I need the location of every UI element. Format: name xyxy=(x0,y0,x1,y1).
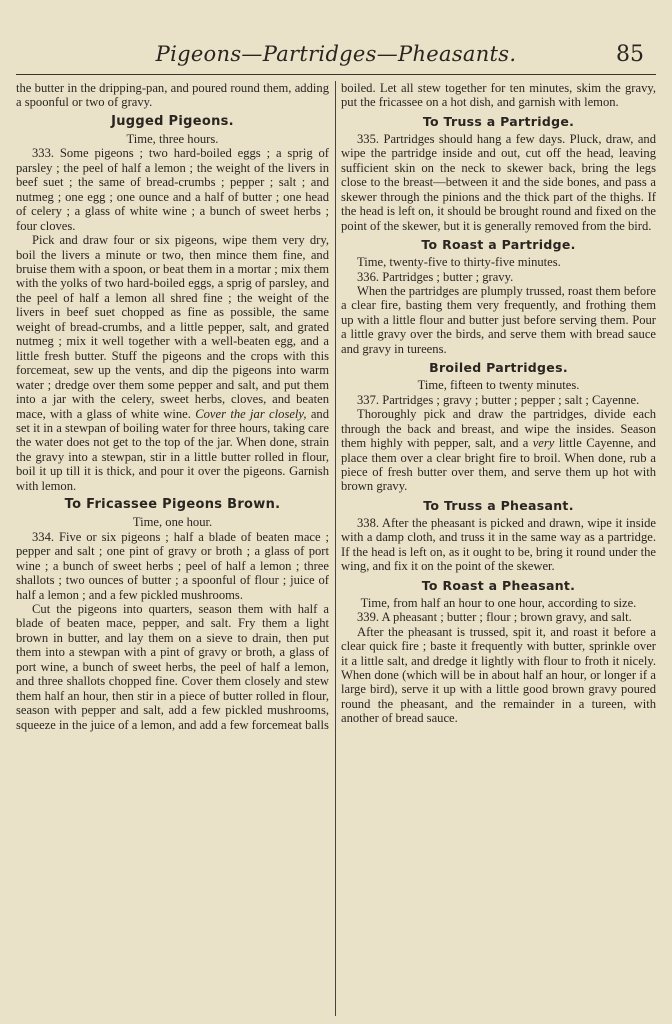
recipe-ingredients: 339. A pheasant ; butter ; flour ; brown gravy, and salt. xyxy=(357,610,632,625)
recipe-time: Time, from half an hour to one hour, according to size. xyxy=(360,595,637,610)
recipe-method: Pick and draw four or six pigeons, wipe them very dry, boil the livers a minute or two, then mince them fine, and bruise them with a spoon, or beat them in a mortar ; mix them with the yolks of two hard-boiled eggs, a sprig of parsley, and the peel of half a lemon all shred fine ; the weight of the livers in beef suet chopped as fine as possible, the same weight of bread-crumbs, and a little pepper, salt, and grated nutmeg ; mix it well together with a well-beaten egg, and a little fresh butter. Stuff the pigeons and the crops with this forcemeat, sew up the vents, and dip the pigeons into warm water ; dredge over them some pepper and salt, and put them into a jar with the celery, sweet herbs, cloves, and beaten mace, with a glass of white wine. Cover the jar closely, and set it in a stewpan of boiling water for three hours, taking care the water does not get to the top of the jar. When done, strain the gravy into a stewpan, stir in a little butter rolled in flour, boil it up till it is thick, and pour it over the pigeons. Garnish with lemon. xyxy=(16,233,329,493)
recipe-time: Time, three hours. xyxy=(126,131,219,146)
right-column xyxy=(341,81,656,726)
recipe-time: Time, fifteen to twenty minutes. xyxy=(417,378,580,393)
recipe-heading: Broiled Partridges. xyxy=(429,360,568,376)
recipe-heading: Jugged Pigeons. xyxy=(111,113,234,129)
recipe-method: Thoroughly pick and draw the partridges, divide each through the back and breast, and wipe the insides. Season them highly with pepper, salt, and a very little Cayenne, and place them over a clear bright fire to broil. When done, rub a piece of fresh butter over them, and serve them up hot with brown gravy. xyxy=(341,407,656,494)
recipe-heading: To Roast a Pheasant. xyxy=(421,577,576,593)
left-column xyxy=(16,81,329,732)
opening-paragraph: the butter in the dripping-pan, and poured round them, adding a spoonful or two of gravy. xyxy=(16,81,329,110)
page-number: 85 xyxy=(616,42,644,67)
recipe-body: 335. Partridges should hang a few days. Pluck, draw, and wipe the partridge inside and out, cut off the head, leaving sufficient skin on the neck to skewer back, bring the legs close to the breast—between it and the side bones, and pass a skewer through the pinions and the thick part of the thighs. If the head is left on, it should be brought round and fixed on the point of the skewer, but it is generally removed from the bird. xyxy=(341,131,656,233)
recipe-method: When the partridges are plumply trussed, roast them before a clear fire, basting them very frequently, and frothing them up with a little flour and butter just before serving them. Pour a little gravy over the birds, and serve them with bread sauce and gravy in tureens. xyxy=(341,283,657,356)
recipe-time: Time, twenty-five to thirty-five minutes. xyxy=(357,255,561,270)
column-divider xyxy=(335,81,336,1016)
recipe-ingredients: 334. Five or six pigeons ; half a blade of beaten mace ; pepper and salt ; one pint of gravy or broth ; a glass of port wine ; a bunch of sweet herbs ; peel of half a lemon ; three shallots ; two ounces of butter ; a spoonful of flour ; juice of half a lemon ; and a few pickled mushrooms. xyxy=(16,529,329,602)
recipe-method: Cut the pigeons into quarters, season them with half a blade of beaten mace, pepper, and salt. Fry them a light brown in butter, and lay them on a sieve to drain, then put them into a stewpan with a pint of gravy or broth, a glass of port wine, a bunch of sweet herbs, the peel of half a lemon, and three shallots chopped fine. Cover them closely and stew them half an hour, then stir in a piece of butter rolled in flour, season with pepper and salt, add a few pickled mushrooms, squeeze in the juice of a lemon, and add a few forcemeat balls xyxy=(16,601,329,732)
header-rule xyxy=(16,74,656,75)
recipe-body: 338. After the pheasant is picked and drawn, wipe it inside with a damp cloth, and truss it in the same way as a partridge. If the head is left on, as it ought to be, bring it round under the wing, and fix it on the point of the skewer. xyxy=(341,515,656,574)
recipe-ingredients: 333. Some pigeons ; two hard-boiled eggs ; a sprig of parsley ; the peel of half a lemon ; the weight of the livers in beef suet ; the same of bread-crumbs ; pepper ; salt ; and nutmeg ; one egg ; one ounce and a half of butter ; one head of celery ; a glass of white wine ; a bunch of sweet herbs ; four cloves. xyxy=(16,146,329,233)
continued-paragraph: boiled. Let all stew together for ten minutes, skim the gravy, put the fricassee on a hot dish, and garnish with lemon. xyxy=(341,81,656,110)
recipe-heading: To Roast a Partridge. xyxy=(421,237,576,253)
page-header xyxy=(0,42,672,72)
running-title: Pigeons—Partridges—Pheasants. xyxy=(155,42,517,66)
recipe-heading: To Truss a Pheasant. xyxy=(423,497,574,513)
recipe-ingredients: 337. Partridges ; gravy ; butter ; pepper ; salt ; Cayenne. xyxy=(357,392,640,407)
recipe-time: Time, one hour. xyxy=(132,515,213,530)
recipe-heading: To Fricassee Pigeons Brown. xyxy=(64,497,281,513)
recipe-method: After the pheasant is trussed, spit it, and roast it before a clear quick fire ; baste it frequently with butter, sprinkle over it a little salt, and dredge it lightly with flour to froth it nicely. When done (which will be in about half an hour, or longer if a large bird), serve it up with a little good brown gravy poured round the pheasant, and the remainder in a tureen, with another of bread sauce. xyxy=(341,624,656,726)
recipe-ingredients: 336. Partridges ; butter ; gravy. xyxy=(357,269,514,284)
recipe-heading: To Truss a Partridge. xyxy=(422,113,575,129)
